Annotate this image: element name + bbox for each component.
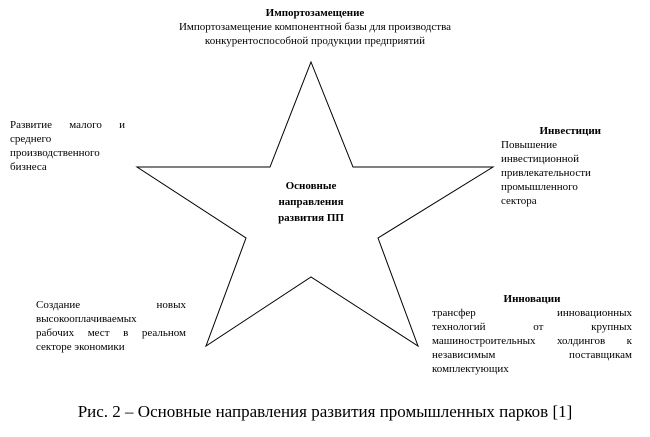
center-label <box>255 178 367 226</box>
upper-right-line: инвестиционной <box>501 153 580 165</box>
top-line: Импортозамещение компонентной базы для производства <box>178 21 452 33</box>
upper-right-line: привлекательности <box>501 167 591 179</box>
lower-left-block <box>36 298 186 354</box>
lower-right-line: трансфер инновационных <box>432 307 632 319</box>
figure-caption: Рис. 2 – Основные направления развития промышленных парков [1] <box>77 402 573 421</box>
top-block <box>120 6 510 48</box>
lower-left-line: высокооплачиваемых <box>36 313 137 325</box>
top-line: конкурентоспособной продукции предприятий <box>204 35 426 47</box>
upper-left-line: Развитие малого и <box>10 119 125 131</box>
upper-left-line: среднего <box>10 133 52 145</box>
upper-left-line: бизнеса <box>10 161 47 173</box>
lower-right-block <box>432 292 632 376</box>
upper-left-line: производственного <box>10 147 100 159</box>
lower-right-line: независимым поставщикам <box>432 349 632 361</box>
lower-right-title: Инновации <box>503 293 561 305</box>
lower-right-line: технологий от крупных <box>432 321 632 333</box>
center-line: направления <box>278 196 344 208</box>
upper-right-block <box>501 124 611 208</box>
lower-left-line: рабочих мест в реальном <box>36 327 186 339</box>
upper-right-line: Повышение <box>501 139 558 151</box>
lower-left-line: Создание новых <box>36 299 186 311</box>
lower-right-line: комплектующих <box>432 363 509 375</box>
upper-right-line: промышленного <box>501 181 578 193</box>
upper-right-title: Инвестиции <box>539 125 601 137</box>
lower-right-line: машиностроительных холдингов к <box>432 335 632 347</box>
center-line: Основные <box>285 180 337 192</box>
lower-left-line: секторе экономики <box>36 341 125 353</box>
upper-left-block <box>10 118 125 174</box>
center-line: развития ПП <box>278 212 344 224</box>
upper-right-line: сектора <box>501 195 537 207</box>
top-title: Импортозамещение <box>265 7 365 19</box>
